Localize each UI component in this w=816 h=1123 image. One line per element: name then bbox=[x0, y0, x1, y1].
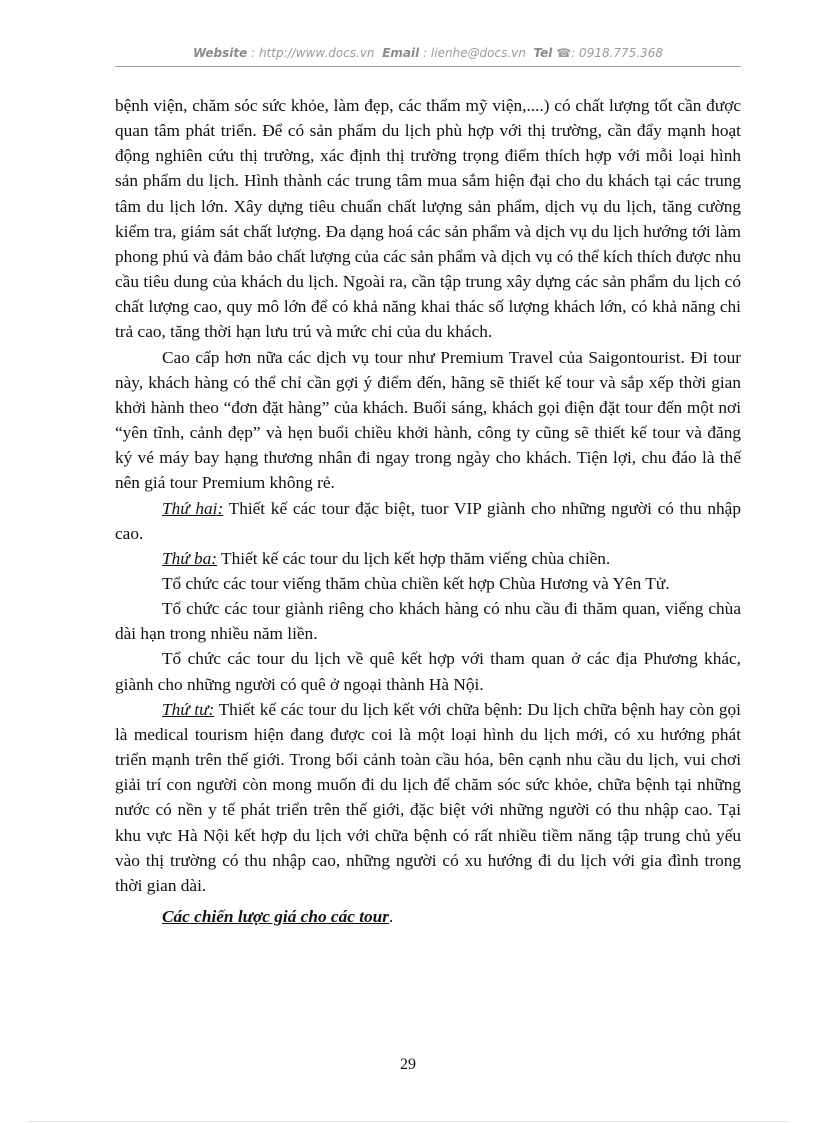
body-text bbox=[115, 93, 741, 929]
page-number: 29 bbox=[400, 1056, 416, 1073]
label-thu-hai: Thứ hai: bbox=[162, 498, 224, 518]
header-divider bbox=[115, 66, 741, 67]
section-heading-suffix: . bbox=[389, 907, 394, 926]
paragraph-7: Tổ chức các tour du lịch về quê kết hợp với tham quan ở các địa Phương khác, giành cho những người có quê ở ngoại thành Hà Nội. bbox=[115, 649, 741, 694]
website-label: Website bbox=[192, 46, 248, 60]
paragraph-3-text: Thiết kế các tour đặc biệt, tuor VIP giành cho những người có thu nhập cao. bbox=[115, 498, 741, 543]
paragraph-8 bbox=[115, 697, 741, 898]
tel-value: : 0918.775.368 bbox=[571, 46, 664, 60]
paragraph-4 bbox=[115, 546, 741, 571]
paragraph-4-text: Thiết kế các tour du lịch kết hợp thăm viếng chùa chiền. bbox=[217, 548, 611, 568]
tel-label: Tel bbox=[533, 46, 553, 60]
paragraph-1: bệnh viện, chăm sóc sức khỏe, làm đẹp, các thẩm mỹ viện,....) có chất lượng tốt cần được quan tâm phát triển. Để có sản phẩm du lịch phù hợp với thị trường, cần đẩy mạnh hoạt động nghiên cứu thị trường, xác định thị trường trọng điểm thích hợp với mỗi loại hình sản phẩm du lịch. Hình thành các trung tâm mua sắm hiện đại cho du khách tại các trung tâm du lịch lớn. Xây dựng tiêu chuẩn chất lượng sản phẩm, dịch vụ du lịch, tăng cường kiểm tra, giám sát chất lượng. Đa dạng hoá các sản phẩm và dịch vụ du lịch hướng tới làm phong phú và đảm bảo chất lượng của các sản phẩm và dịch vụ có thể kích thích được nhu cầu tiêu dung của khách du lịch. Ngoài ra, cần tập trung xây dựng các sản phẩm du lịch có chất lượng cao, quy mô lớn để có khả năng khai thác số lượng khách lớn, có khả năng chi trả cao, tăng thời hạn lưu trú và mức chi của du khách. bbox=[115, 96, 741, 342]
paragraph-8-text: Thiết kế các tour du lịch kết với chữa bệnh: Du lịch chữa bệnh hay còn gọi là medical tourism hiện đang được coi là một loại hình du lịch mới, có xu hướng phát triển mạnh trên thế giới. Trong bối cảnh toàn cầu hóa, bên cạnh nhu cầu du lịch, vui chơi giải trí con người còn mong muốn đi du lịch để chăm sóc sức khỏe, chữa bệnh tại những nước có nền y tế phát triển trên thế giới, đặc biệt với những người có thu nhập cao. Tại khu vực Hà Nội kết hợp du lịch với chữa bệnh có rất nhiều tiềm năng tập trung chủ yếu vào thị trường có thu nhập cao, những người có xu hướng đi du lịch với gia đình trong thời gian dài. bbox=[115, 699, 741, 895]
label-thu-tu: Thứ tư: bbox=[162, 699, 215, 719]
paragraph-6: Tổ chức các tour giành riêng cho khách hàng có nhu cầu đi thăm quan, viếng chùa dài hạn trong nhiều năm liền. bbox=[115, 599, 741, 644]
website-value: : http://www.docs.vn bbox=[251, 46, 375, 60]
email-label: Email bbox=[382, 46, 420, 60]
phone-icon: ☎ bbox=[556, 46, 572, 60]
footer-divider bbox=[28, 1121, 788, 1122]
label-thu-ba: Thứ ba: bbox=[162, 548, 218, 568]
page-header bbox=[115, 46, 741, 60]
section-heading: Các chiến lược giá cho các tour bbox=[162, 907, 389, 926]
section-heading-line bbox=[115, 904, 741, 929]
email-value: : lienhe@docs.vn bbox=[423, 46, 526, 60]
paragraph-3 bbox=[115, 496, 741, 546]
paragraph-2: Cao cấp hơn nữa các dịch vụ tour như Premium Travel của Saigontourist. Đi tour này, khách hàng có thể chỉ cần gợi ý điểm đến, hãng sẽ thiết kế tour và sắp xếp thời gian khởi hành theo “đơn đặt hàng” của khách. Buổi sáng, khách gọi điện đặt tour đến một nơi “yên tĩnh, cảnh đẹp” và hẹn buổi chiều khởi hành, công ty cũng sẽ thiết kế tour và đăng ký vé máy bay hạng thương nhân đi ngay trong ngày cho khách. Tiện lợi, chu đáo là thế nên giá tour Premium không rẻ. bbox=[115, 347, 741, 493]
paragraph-5: Tổ chức các tour viếng thăm chùa chiền kết hợp Chùa Hương và Yên Tử. bbox=[162, 573, 670, 593]
